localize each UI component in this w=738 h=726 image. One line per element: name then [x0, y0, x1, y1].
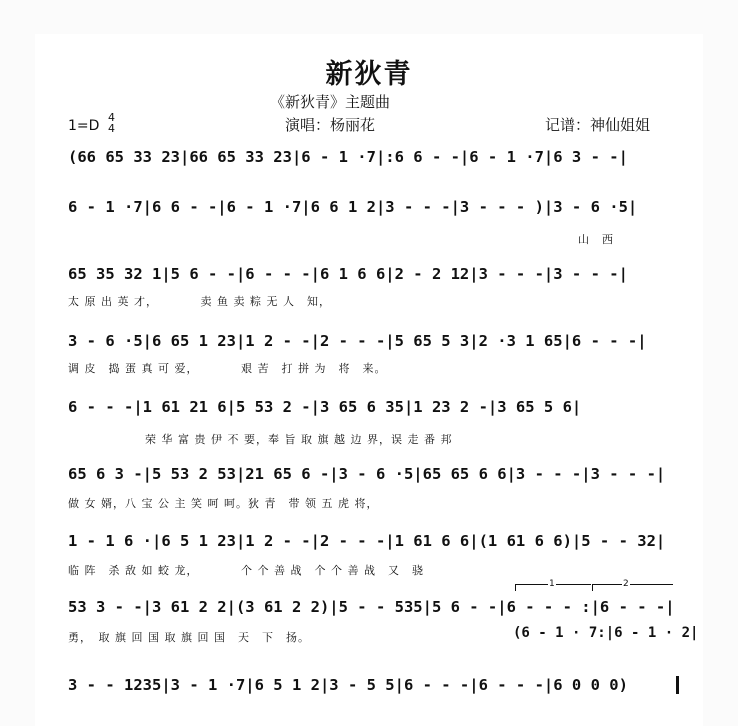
time-signature — [108, 112, 115, 134]
notation-line-interlude: (6 - 1 · 7:|6 - 1 · 2| — [513, 625, 699, 641]
lyrics-line: 山 西 — [578, 233, 614, 246]
notation-line: (66 65 33 23|66 65 33 23|6 - 1 ·7|:6 6 - -|6 - 1 ·7|6 3 - -| — [68, 148, 628, 166]
second-ending-number: 2 — [623, 579, 629, 589]
second-ending-bracket — [592, 584, 673, 591]
lyrics-line: 勇， 取 旗 回 国 取 旗 回 国 天 下 扬。 — [68, 631, 310, 644]
notation-line: 3 - - 1235|3 - 1 ·7|6 5 1 2|3 - 5 5|6 - - -|6 - - -|6 0 0 0) — [68, 676, 628, 694]
lyrics-line: 调 皮 捣 蛋 真 可 爱， 艰 苦 打 拼 为 将 来。 — [68, 362, 387, 375]
time-signature-top: 4 — [108, 111, 115, 124]
notation-line: 65 6 3 -|5 53 2 53|21 65 6 -|3 - 6 ·5|65 65 6 6|3 - - -|3 - - -| — [68, 465, 666, 483]
song-subtitle: 《新狄青》主题曲 — [270, 93, 391, 111]
notation-line: 6 - 1 ·7|6 6 - -|6 - 1 ·7|6 6 1 2|3 - - -|3 - - - )|3 - 6 ·5| — [68, 198, 638, 216]
singer-credit: 演唱：杨丽花 — [285, 116, 376, 134]
notation-line: 65 35 32 1|5 6 - -|6 - - -|6 1 6 6|2 - 2 12|3 - - -|3 - - -| — [68, 265, 628, 283]
notation-line: 1 - 1 6 ·|6 5 1 23|1 2 - -|2 - - -|1 61 6 6|(1 61 6 6)|5 - - 32| — [68, 532, 666, 550]
lyrics-line: 荣 华 富 贵 伊 不 要，奉 旨 取 旗 越 边 界，误 走 番 邦 — [145, 433, 453, 446]
lyrics-line: 临 阵 杀 敌 如 蛟 龙， 个 个 善 战 个 个 善 战 又 骁 — [68, 564, 424, 577]
transcriber-credit: 记谱：神仙姐姐 — [545, 116, 651, 134]
notation-line: 6 - - -|1 61 21 6|5 53 2 -|3 65 6 35|1 23 2 -|3 65 5 6| — [68, 398, 582, 416]
lyrics-line: 太 原 出 英 才， 卖 鱼 卖 粽 无 人 知， — [68, 295, 331, 308]
first-ending-number: 1 — [549, 579, 555, 589]
lyrics-line: 做 女 婿，八 宝 公 主 笑 呵 呵。狄 青 带 领 五 虎 将， — [68, 497, 379, 510]
key-signature: 1=D — [68, 118, 100, 134]
song-title: 新狄青 — [325, 59, 413, 90]
notation-line: 53 3 - -|3 61 2 2|(3 61 2 2)|5 - - 535|5 6 - -|6 - - - :|6 - - -| — [68, 598, 675, 616]
time-signature-bottom: 4 — [108, 122, 115, 135]
final-barline — [676, 676, 679, 694]
notation-line: 3 - 6 ·5|6 65 1 23|1 2 - -|2 - - -|5 65 5 3|2 ·3 1 65|6 - - -| — [68, 332, 647, 350]
score-sheet — [35, 34, 703, 726]
